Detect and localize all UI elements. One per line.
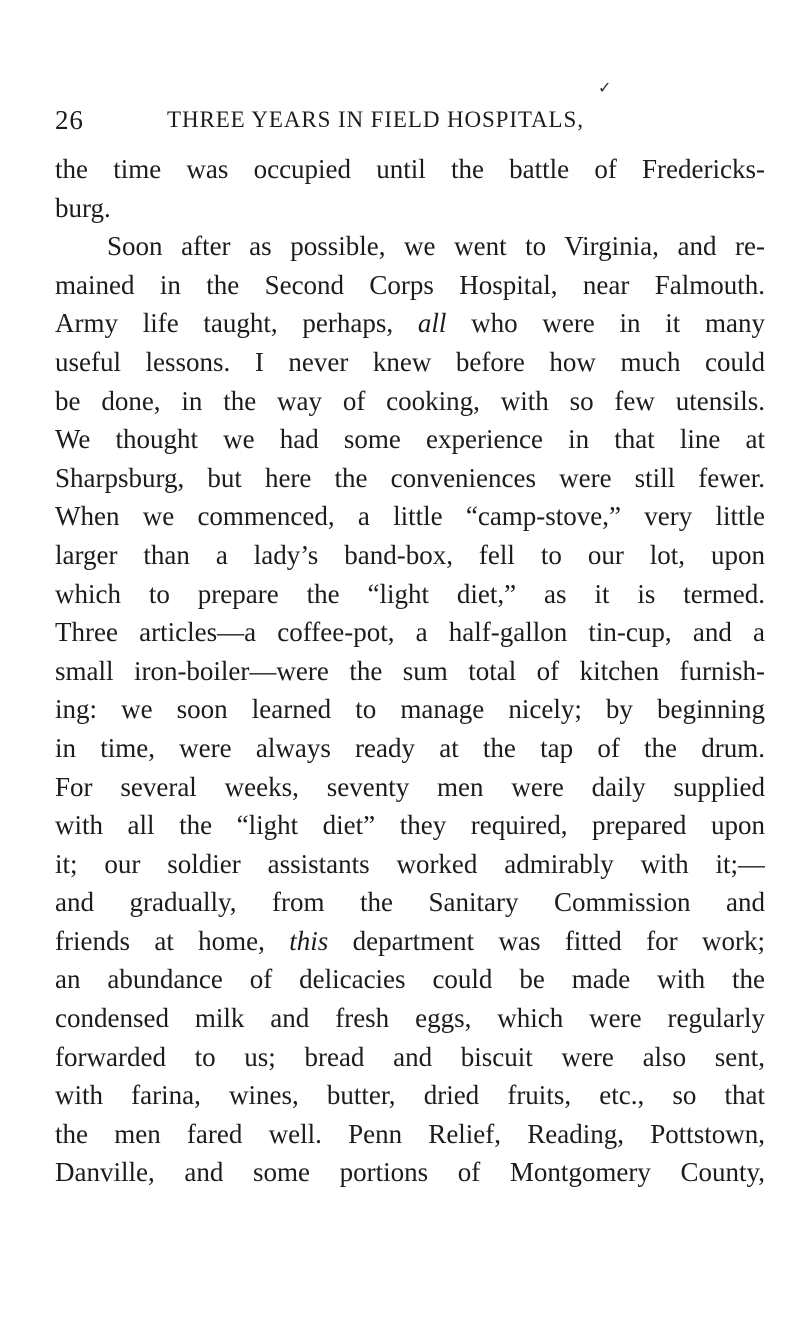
text-line: larger than a lady’s band-box, fell to our lot, upon [55, 539, 765, 570]
text-line: friends at home, this department was fitted for work; [55, 925, 765, 956]
text-line: ing: we soon learned to manage nicely; by beginning [55, 694, 765, 725]
text-line: For several weeks, seventy men were daily supplied [55, 771, 765, 802]
text-line: Sharpsburg, but here the conveniences were still fewer. [55, 462, 765, 493]
text-line: We thought we had some experience in that line at [55, 424, 765, 455]
text-line: with all the “light diet” they required, prepared upon [55, 810, 765, 841]
page-number: 26 [55, 105, 84, 135]
text-line: it; our soldier assistants worked admirably with it;— [55, 848, 765, 879]
text-line: useful lessons. I never knew before how much could [55, 346, 765, 377]
running-title: THREE YEARS IN FIELD HOSPITALS, [167, 107, 584, 132]
text-line: When we commenced, a little “camp-stove,” very little [55, 501, 765, 532]
text-line: forwarded to us; bread and biscuit were also sent, [55, 1041, 765, 1072]
italic-word: all [417, 308, 447, 339]
text-line: with farina, wines, butter, dried fruits, etc., so that [55, 1080, 765, 1111]
text-line: mained in the Second Corps Hospital, near Falmouth. [55, 269, 765, 300]
text-line: condensed milk and fresh eggs, which were regularly [55, 1003, 765, 1034]
text-line: Soon after as possible, we went to Virginia, and re- [107, 231, 765, 262]
text-line: in time, were always ready at the tap of the drum. [55, 732, 765, 763]
italic-word: this [289, 925, 329, 956]
text-line: small iron-boiler—were the sum total of kitchen furnish- [55, 655, 765, 686]
text-line: Danville, and some portions of Montgomery County, [55, 1157, 765, 1188]
text-line: and gradually, from the Sanitary Commission and [55, 887, 765, 918]
text-line: the men fared well. Penn Relief, Reading, Pottstown, [55, 1118, 765, 1149]
text-line: an abundance of delicacies could be made with the [55, 964, 765, 995]
text-line: Army life taught, perhaps, all who were in it many [55, 308, 765, 339]
running-header [55, 103, 765, 137]
text-line: Three articles—a coffee-pot, a half-gallon tin-cup, and a [55, 617, 765, 648]
margin-mark: ✓ [598, 78, 612, 97]
body-text [55, 150, 765, 1192]
text-line: be done, in the way of cooking, with so few utensils. [55, 385, 765, 416]
text-line: burg. [55, 192, 111, 223]
text-line: the time was occupied until the battle of Fredericks- [55, 154, 765, 184]
text-line: which to prepare the “light diet,” as it is termed. [55, 578, 765, 609]
